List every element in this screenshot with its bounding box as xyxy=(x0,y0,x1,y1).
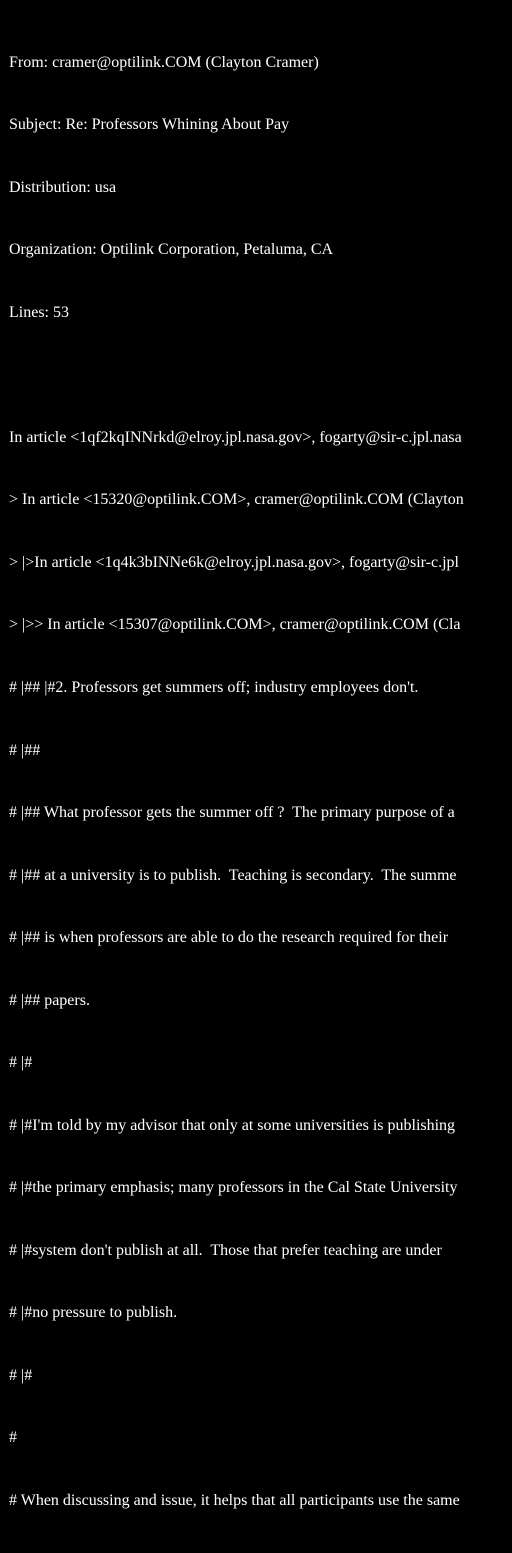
header-organization: Organization: Optilink Corporation, Petaluma, CA xyxy=(9,241,334,259)
body-line: # |## is when professors are able to do the research required for their xyxy=(9,929,449,947)
body-line: # |#I'm told by my advisor that only at some universities is publishing xyxy=(9,1116,456,1134)
header-distribution: Distribution: usa xyxy=(9,178,117,196)
body-line: > |>> In article <15307@optilink.COM>, cramer@optilink.COM (Cla xyxy=(9,616,461,634)
body-line: # |#no pressure to publish. xyxy=(9,1304,178,1322)
body-line: # |# xyxy=(9,1054,33,1072)
header-lines: Lines: 53 xyxy=(9,303,69,321)
message-text xyxy=(9,11,464,1553)
body-line: # |## What professor gets the summer off ? The primary purpose of a xyxy=(9,804,455,822)
body-line: # |## xyxy=(9,741,41,759)
body-line: # |# xyxy=(9,1366,33,1384)
body-line: # |#system don't publish at all. Those that prefer teaching are under xyxy=(9,1241,442,1259)
body-line: # xyxy=(9,1429,17,1447)
body-line: # |## |#2. Professors get summers off; industry employees don't. xyxy=(9,679,419,696)
header-subject: Subject: Re: Professors Whining About Pay xyxy=(9,116,290,134)
body-line: # |## papers. xyxy=(9,991,90,1009)
body-line: # When discussing and issue, it helps that all participants use the same xyxy=(9,1491,460,1509)
header-from: From: cramer@optilink.COM (Clayton Cramer) xyxy=(9,53,319,71)
body-line: > In article <15320@optilink.COM>, cramer@optilink.COM (Clayton xyxy=(9,491,464,509)
body-line: > |>In article <1q4k3bINNe6k@elroy.jpl.nasa.gov>, fogarty@sir-c.jpl xyxy=(9,553,459,571)
body-line: # |## at a university is to publish. Teaching is secondary. The summe xyxy=(9,866,457,884)
body-line: In article <1qf2kqINNrkd@elroy.jpl.nasa.gov>, fogarty@sir-c.jpl.nasa xyxy=(9,428,462,446)
blank-line xyxy=(9,365,464,386)
body-line: # |#the primary emphasis; many professors in the Cal State University xyxy=(9,1179,458,1197)
